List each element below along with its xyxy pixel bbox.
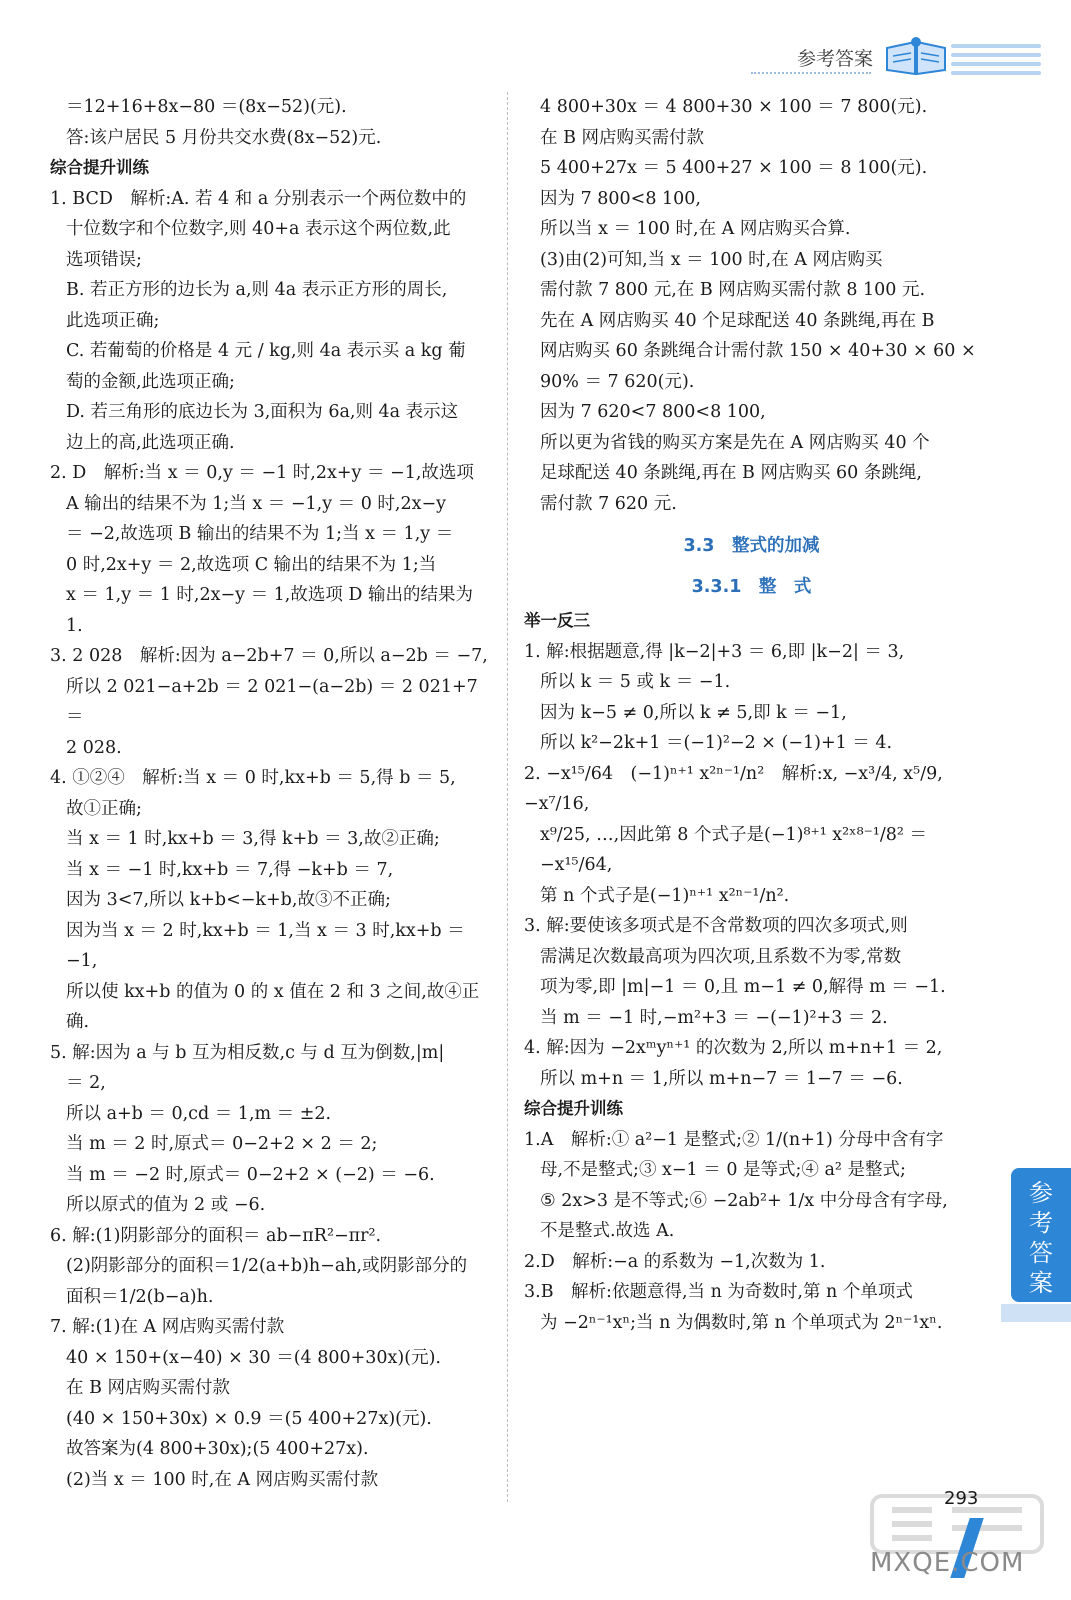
right-text-line: 4 800+30x ＝ 4 800+30 × 100 ＝ 7 800(元). [540,97,928,117]
left-text-line: 7. 解:(1)在 A 网店购买需付款 [50,1317,285,1337]
left-text-line: B. 若正方形的边长为 a,则 4a 表示正方形的周长, [66,280,448,300]
right-text-line: 90% ＝ 7 620(元). [540,371,695,392]
right-text-line: 2. −x¹⁵/64 (−1)ⁿ⁺¹ x²ⁿ⁻¹/n² 解析:x, −x³/4, x⁵/9, −x⁷/16, [524,763,949,814]
right-text-line: 3. 解:要使该多项式是不含常数项的四次多项式,则 [524,916,908,936]
tab-label: 参考答案 [1029,1179,1053,1297]
left-text-line: ＝ 2, [66,1073,106,1093]
right-text-line: 需满足次数最高项为四次项,且系数不为零,常数 [540,946,902,967]
left-text-line: 2. D 解析:当 x ＝ 0,y ＝ −1 时,2x+y ＝ −1,故选项 [50,463,474,483]
left-text-line: 面积＝1/2(b−a)h. [66,1286,214,1307]
right-column [524,92,979,1338]
left-text-line: 故答案为(4 800+30x);(5 400+27x). [66,1439,369,1459]
right-text-line: ⑤ 2x>3 是不等式;⑥ −2ab²+ 1/x 中分母含有字母, [540,1190,948,1211]
right-text-line: 1. 解:根据题意,得 |k−2|+3 ＝ 6,即 |k−2| ＝ 3, [524,641,905,662]
left-text-line: 综合提升训练 [50,158,149,177]
left-text-line: 选项错误; [66,249,142,270]
right-text-line: 需付款 7 800 元,在 B 网店购买需付款 8 100 元. [540,280,926,300]
right-text-line: 3.3.1 整 式 [691,576,812,597]
watermark-text: MXQE.COM [870,1548,1025,1578]
left-text-line: 2 028. [66,737,122,758]
left-text-line: 当 m ＝ −2 时,原式＝ 0−2+2 × (−2) ＝ −6. [66,1164,435,1185]
right-text-line: 综合提升训练 [524,1099,623,1118]
header-dots [751,72,871,74]
left-text-line: C. 若葡萄的价格是 4 元 / kg,则 4a 表示买 a kg 葡 [66,341,466,361]
right-text-line: 需付款 7 620 元. [540,493,677,514]
left-column [50,92,492,1495]
left-text-line: 故①正确; [66,798,142,819]
left-text-line: 因为 3<7,所以 k+b<−k+b,故③不正确; [66,890,391,910]
left-text-line: 40 × 150+(x−40) × 30 ＝(4 800+30x)(元). [66,1347,441,1368]
right-text-line: 网店购买 60 条跳绳合计需付款 150 × 40+30 × 60 × [540,341,976,361]
left-text-line: D. 若三角形的底边长为 3,面积为 6a,则 4a 表示这 [66,402,459,422]
left-text-line: ＝12+16+8x−80 ＝(8x−52)(元). [66,97,347,117]
right-text-line: 第 n 个式子是(−1)ⁿ⁺¹ x²ⁿ⁻¹/n². [540,885,790,906]
right-text-line: 4. 解:因为 −2xᵐyⁿ⁺¹ 的次数为 2,所以 m+n+1 ＝ 2, [524,1038,943,1058]
left-text-line: ＝ −2,故选项 B 输出的结果不为 1;当 x ＝ 1,y ＝ [66,524,454,544]
left-text-line: 5. 解:因为 a 与 b 互为相反数,c 与 d 互为倒数,|m| [50,1042,445,1063]
page-header [741,28,1041,88]
right-text-line: 1.A 解析:① a²−1 是整式;② 1/(n+1) 分母中含有字 [524,1129,944,1150]
left-text-line: 3. 2 028 解析:因为 a−2b+7 ＝ 0,所以 a−2b ＝ −7, [50,646,488,666]
book-icon [883,34,949,78]
page-number: 293 [944,1488,979,1509]
right-text-line: 3.B 解析:依题意得,当 n 为奇数时,第 n 个单项式 [524,1282,913,1302]
right-text-line: 母,不是整式;③ x−1 ＝ 0 是等式;④ a² 是整式; [540,1160,906,1180]
right-text-line: 因为 k−5 ≠ 0,所以 k ≠ 5,即 k ＝ −1, [540,702,847,723]
right-text-line: 所以 m+n ＝ 1,所以 m+n−7 ＝ 1−7 ＝ −6. [540,1068,903,1089]
right-text-line: 所以更为省钱的购买方案是先在 A 网店购买 40 个 [540,432,930,453]
right-text-line: 因为 7 620<7 800<8 100, [540,402,766,422]
right-text-line: 在 B 网店购买需付款 [540,127,704,148]
left-text-line: 萄的金额,此选项正确; [66,371,235,392]
right-text-line: 因为 7 800<8 100, [540,188,701,209]
left-text-line: 所以 a+b ＝ 0,cd ＝ 1,m ＝ ±2. [66,1103,332,1124]
left-text-line: A 输出的结果不为 1;当 x ＝ −1,y ＝ 0 时,2x−y [66,493,447,514]
left-text-line: 所以 2 021−a+2b ＝ 2 021−(a−2b) ＝ 2 021+7 ＝ [66,676,484,727]
right-text-line: 为 −2ⁿ⁻¹xⁿ;当 n 为偶数时,第 n 个单项式为 2ⁿ⁻¹xⁿ. [540,1312,943,1333]
left-text-line: 在 B 网店购买需付款 [66,1378,230,1398]
right-text-line: 2.D 解析:−a 的系数为 −1,次数为 1. [524,1251,826,1272]
left-text-line: (2)当 x ＝ 100 时,在 A 网店购买需付款 [66,1469,379,1490]
left-text-line: x ＝ 1,y ＝ 1 时,2x−y ＝ 1,故选项 D 输出的结果为 1. [66,585,479,636]
left-text-line: 0 时,2x+y ＝ 2,故选项 C 输出的结果不为 1;当 [66,554,437,575]
left-text-line: 当 x ＝ 1 时,kx+b ＝ 3,得 k+b ＝ 3,故②正确; [66,829,440,849]
right-text-line: 所以当 x ＝ 100 时,在 A 网店购买合算. [540,219,851,239]
left-text-line: (40 × 150+30x) × 0.9 ＝(5 400+27x)(元). [66,1408,432,1429]
right-text-line: 足球配送 40 条跳绳,再在 B 网店购买 60 条跳绳, [540,463,922,483]
left-text-line: 答:该户居民 5 月份共交水费(8x−52)元. [66,127,382,148]
answer-section-tab[interactable] [1011,1168,1071,1302]
right-text-line: 5 400+27x ＝ 5 400+27 × 100 ＝ 8 100(元). [540,158,928,178]
left-text-line: 边上的高,此选项正确. [66,432,235,453]
right-text-line: 举一反三 [524,611,590,630]
left-text-line: 因为当 x ＝ 2 时,kx+b ＝ 1,当 x ＝ 3 时,kx+b ＝ −1, [66,920,471,971]
tab-shadow [1001,1304,1071,1322]
left-text-line: 当 m ＝ 2 时,原式＝ 0−2+2 × 2 ＝ 2; [66,1134,378,1154]
left-text-line: 所以使 kx+b 的值为 0 的 x 值在 2 和 3 之间,故④正确. [66,981,480,1032]
left-text-line: 1. BCD 解析:A. 若 4 和 a 分别表示一个两位数中的 [50,188,467,209]
left-text-line: 所以原式的值为 2 或 −6. [66,1195,266,1215]
right-text-line: 所以 k ＝ 5 或 k ＝ −1. [540,672,731,692]
left-text-line: 当 x ＝ −1 时,kx+b ＝ 7,得 −k+b ＝ 7, [66,859,394,880]
column-divider [507,92,508,1502]
left-text-line: 十位数字和个位数字,则 40+a 表示这个两位数,此 [66,219,451,239]
right-text-line: 3.3 整式的加减 [683,536,820,556]
right-text-line: x⁹/25, …,因此第 8 个式子是(−1)⁸⁺¹ x²ˣ⁸⁻¹/8² ＝ −x¹⁵/64, [540,824,933,875]
right-text-line: 不是整式.故选 A. [540,1221,675,1241]
left-text-line: 4. ①②④ 解析:当 x ＝ 0 时,kx+b ＝ 5,得 b ＝ 5, [50,768,456,788]
right-text-line: 项为零,即 |m|−1 ＝ 0,且 m−1 ≠ 0,解得 m ＝ −1. [540,977,946,997]
header-label: 参考答案 [796,48,873,70]
header-lines [951,44,1041,80]
left-text-line: 6. 解:(1)阴影部分的面积＝ ab−πR²−πr². [50,1225,382,1246]
right-text-line: 先在 A 网店购买 40 个足球配送 40 条跳绳,再在 B [540,310,935,331]
right-text-line: 所以 k²−2k+1 ＝(−1)²−2 × (−1)+1 ＝ 4. [540,733,893,753]
right-text-line: (3)由(2)可知,当 x ＝ 100 时,在 A 网店购买 [540,249,883,270]
left-text-line: 此选项正确; [66,310,160,331]
right-text-line: 当 m ＝ −1 时,−m²+3 ＝ −(−1)²+3 ＝ 2. [540,1007,888,1028]
left-text-line: (2)阴影部分的面积＝1/2(a+b)h−ah,或阴影部分的 [66,1256,468,1276]
